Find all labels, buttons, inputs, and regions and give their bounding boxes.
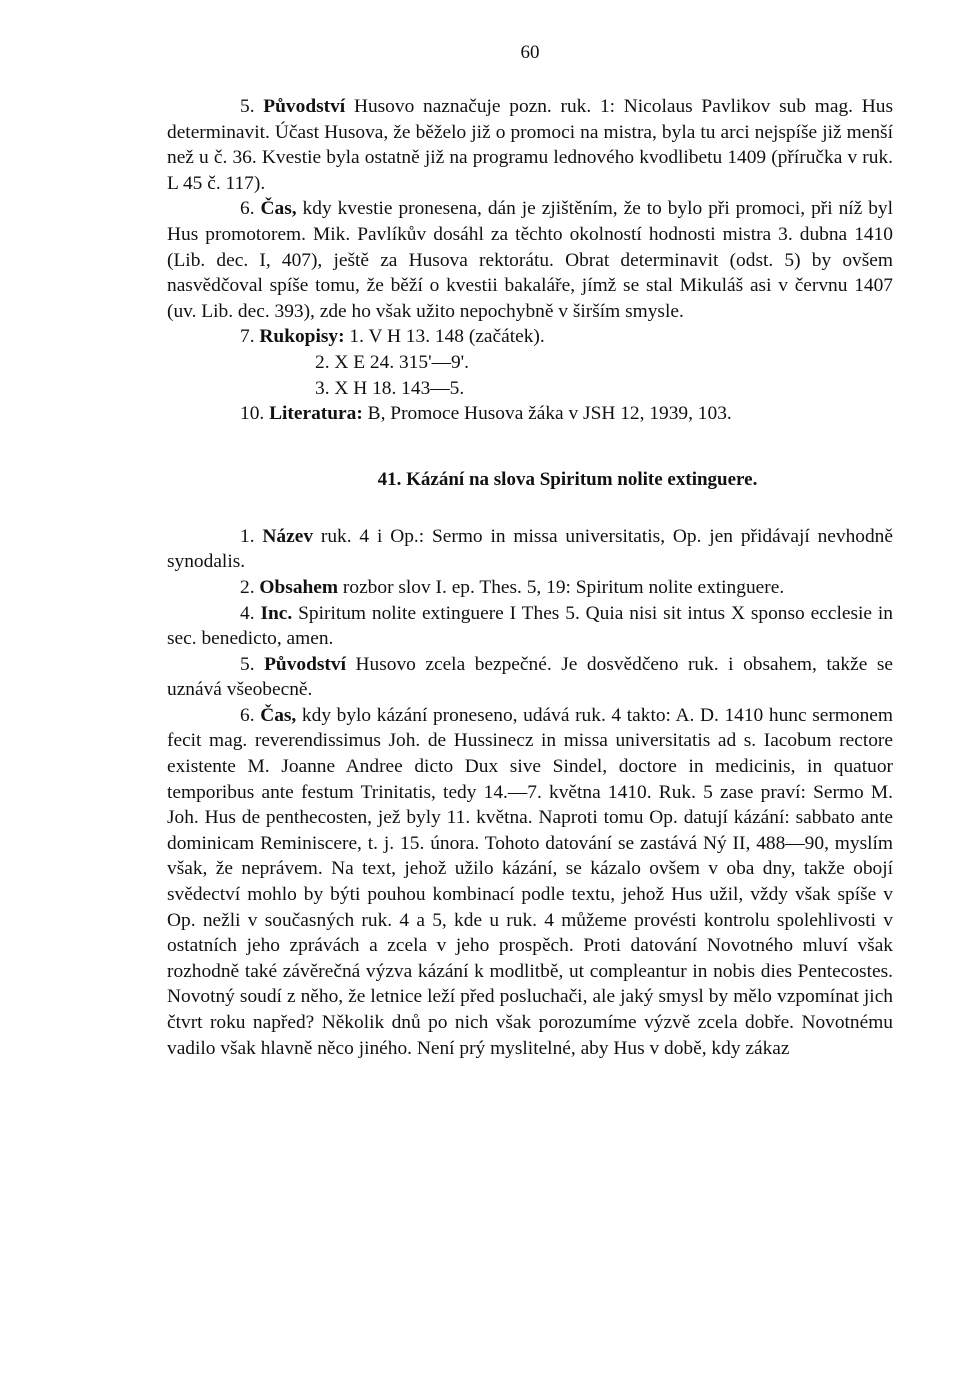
manuscript-item: 3. X H 18. 143—5. (315, 377, 465, 399)
paragraph-literature: 10. Literatura: B, Promoce Husova žáka v JSH 12, 1939, 103. (240, 403, 732, 425)
paragraph-incipit: 4. Inc. Spiritum nolite extinguere I Thes 5. Quia nisi sit intus X sponso ecclesie in sec. benedicto, amen. (167, 602, 893, 650)
label-authorship: Původství (263, 96, 346, 117)
section-40-continuation (167, 94, 893, 427)
section-41-title: 41. Kázání na slova Spiritum nolite extinguere. (377, 468, 758, 490)
label-time: Čas, (260, 704, 297, 726)
label-time: Čas, (260, 198, 297, 220)
paragraph-content: 2. Obsahem rozbor slov I. ep. Thes. 5, 19: Spiritum nolite extinguere. (240, 576, 785, 598)
section-41 (167, 524, 893, 1061)
manuscript-item: 1. V H 13. 148 (začátek). (349, 326, 545, 348)
label-content: Obsahem (259, 576, 339, 598)
label-incipit: Inc. (260, 602, 293, 624)
paragraph-time: 6. Čas, kdy bylo kázání proneseno, udává ruk. 4 takto: A. D. 1410 hunc sermonem fecit mag. reverendissimus Joh. de Hussinecz in missa universitatis ad s. Iacobum rectore existente M. Joanne Andree dicto Dux sive Sindel, doctore in medicinis, in quatuor temporibus ante festum Trinitatis, tedy 14.—7. května 1410. Ruk. 5 zase praví: Sermo M. Joh. Hus de penthecosten, jež byly 11. května. Naproti tomu Op. datují kázání: sabbato ante dominicam Reminiscere, t. j. 15. února. Tohoto datování se zastává Ný II, 488—90, myslím však, že neprávem. Na text, jehož užilo kázání, se kázalo ovšem v oba dny, takže obojí svědectví mohlo by býti pouhou kombinací podle textu, jehož Hus užil, vždy však spíše v Op. nežli v současných ruk. 4 a 5, kde u ruk. 4 můžeme provésti kontrolu spolehlivosti v ostatních jeho zprávách a zcela v jeho prospěch. Proti datování Novotného mluví však rozhodně také závěrečná výzva kázání k modlitbě, ut compleantur in nobis dies Pentecostes. Novotný soudí z něho, že letnice leží před posluchači, ale jaký smysl by mělo vzpomínat jich čtvrt roku napřed? Několik dnů po nich však porozumíme výzvě zcela dobře. Novotnému vadilo však hlavně něco jiného. Není prý myslitelné, aby Hus v době, kdy zákaz (167, 704, 893, 1059)
paragraph-authorship: 5. Původství Husovo zcela bezpečné. Je dosvědčeno ruk. i obsahem, takže se uznává všeobecně. (167, 653, 893, 701)
paragraph-time: 6. Čas, kdy kvestie pronesena, dán je zjištěním, že to bylo při promoci, při níž byl Hus promotorem. Mik. Pavlíkův dosáhl za těchto okolností hodnosti mistra 3. dubna 1410 (Lib. dec. I, 407), ještě za Husova rektorátu. Obrat determinavit (odst. 5) by ovšem nasvědčoval spíše tomu, že běží o kvestii bakaláře, jímž se stal Mikuláš asi v červnu 1407 (uv. Lib. dec. 393), zde ho však užito nepochybně v širším smysle. (167, 198, 893, 322)
label-manuscripts: Rukopisy: (259, 326, 345, 348)
manuscript-item: 2. X E 24. 315'—9'. (315, 351, 470, 373)
label-authorship: Původství (264, 653, 346, 675)
paragraph-authorship: 5. Původství Husovo naznačuje pozn. ruk. 1: Nicolaus Pavlikov sub mag. Hus determinavit. Účast Husova, že běželo již o promoci na mistra, byla tu arci nejspíše již menší než u č. 36. Kvestie byla ostatně již na programu lednového kvodlibetu 1409 (příručka v ruk. L 45 č. 117). (167, 96, 893, 194)
label-literature: Literatura: (269, 403, 363, 425)
page-number: 60 (520, 42, 540, 63)
paragraph-manuscripts: 7. Rukopisy: 1. V H 13. 148 (začátek). (240, 326, 545, 348)
document-page (167, 42, 893, 1061)
label-title: Název (262, 525, 314, 547)
paragraph-title-info: 1. Název ruk. 4 i Op.: Sermo in missa universitatis, Op. jen přidávají nevhodně synodalis. (167, 525, 893, 573)
